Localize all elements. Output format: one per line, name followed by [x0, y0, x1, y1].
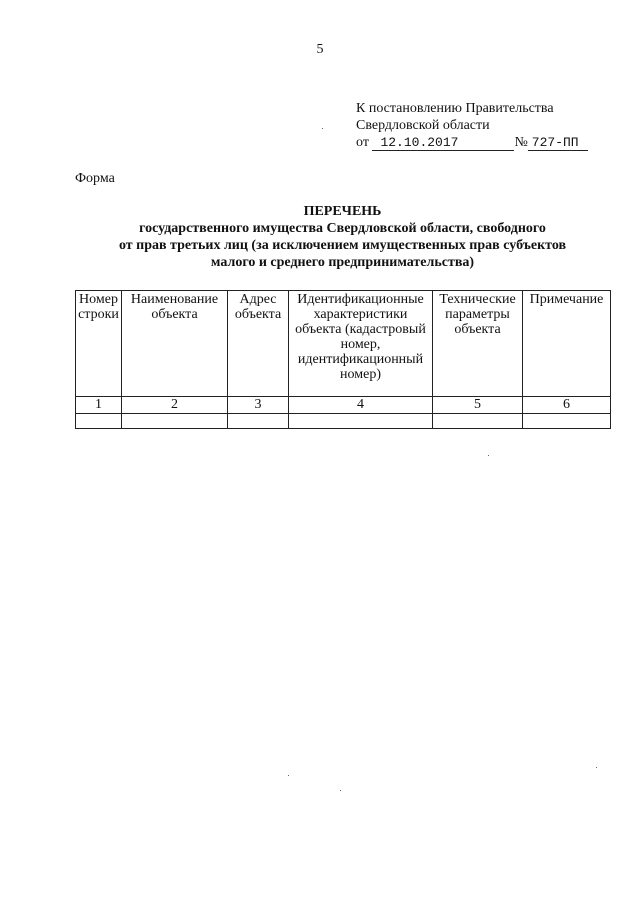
scan-speck — [596, 767, 597, 768]
title-line-2: от прав третьих лиц (за исключением имущественных прав субъектов — [118, 238, 567, 253]
title-line-1: государственного имущества Свердловской области, свободного — [139, 221, 546, 236]
header-line-2: Свердловской области — [356, 118, 490, 133]
table-header-row — [76, 291, 611, 397]
column-header-row-number: Номер строки — [76, 291, 122, 397]
table-cell — [122, 414, 228, 429]
table-row — [76, 414, 611, 429]
column-header-object-name: Наименование объекта — [122, 291, 228, 397]
header-line-1: К постановлению Правительства — [356, 101, 554, 116]
scan-speck — [288, 775, 289, 776]
property-list-table — [75, 290, 611, 429]
table-cell — [289, 414, 433, 429]
resolution-number: 727-ПП — [528, 136, 588, 151]
table-cell — [228, 414, 289, 429]
scan-speck — [322, 128, 323, 129]
column-header-identification: Идентификационные характеристики объекта (кадастровый номер, идентификационный номер) — [289, 291, 433, 397]
column-header-note: Примечание — [523, 291, 611, 397]
scan-speck — [488, 455, 489, 456]
column-number-cell: 2 — [122, 397, 228, 414]
number-prefix: № — [514, 135, 528, 150]
table-cell — [523, 414, 611, 429]
table-cell — [76, 414, 122, 429]
resolution-date: 12.10.2017 — [372, 136, 514, 151]
column-number-cell: 1 — [76, 397, 122, 414]
column-header-technical-params: Технические параметры объекта — [433, 291, 523, 397]
table-cell — [433, 414, 523, 429]
page-number: 5 — [316, 42, 324, 57]
column-number-cell: 5 — [433, 397, 523, 414]
approval-header — [356, 100, 616, 151]
column-numbers-row — [76, 397, 611, 414]
document-title — [75, 203, 610, 271]
column-number-cell: 6 — [523, 397, 611, 414]
column-number-cell: 4 — [289, 397, 433, 414]
title-line-3: малого и среднего предпринимательства) — [210, 255, 475, 270]
column-header-object-address: Адрес объекта — [228, 291, 289, 397]
header-date-line — [356, 134, 616, 151]
date-prefix: от — [356, 135, 369, 150]
title-heading: ПЕРЕЧЕНЬ — [303, 204, 382, 219]
form-label: Форма — [75, 171, 115, 186]
column-number-cell: 3 — [228, 397, 289, 414]
scan-speck — [340, 790, 341, 791]
